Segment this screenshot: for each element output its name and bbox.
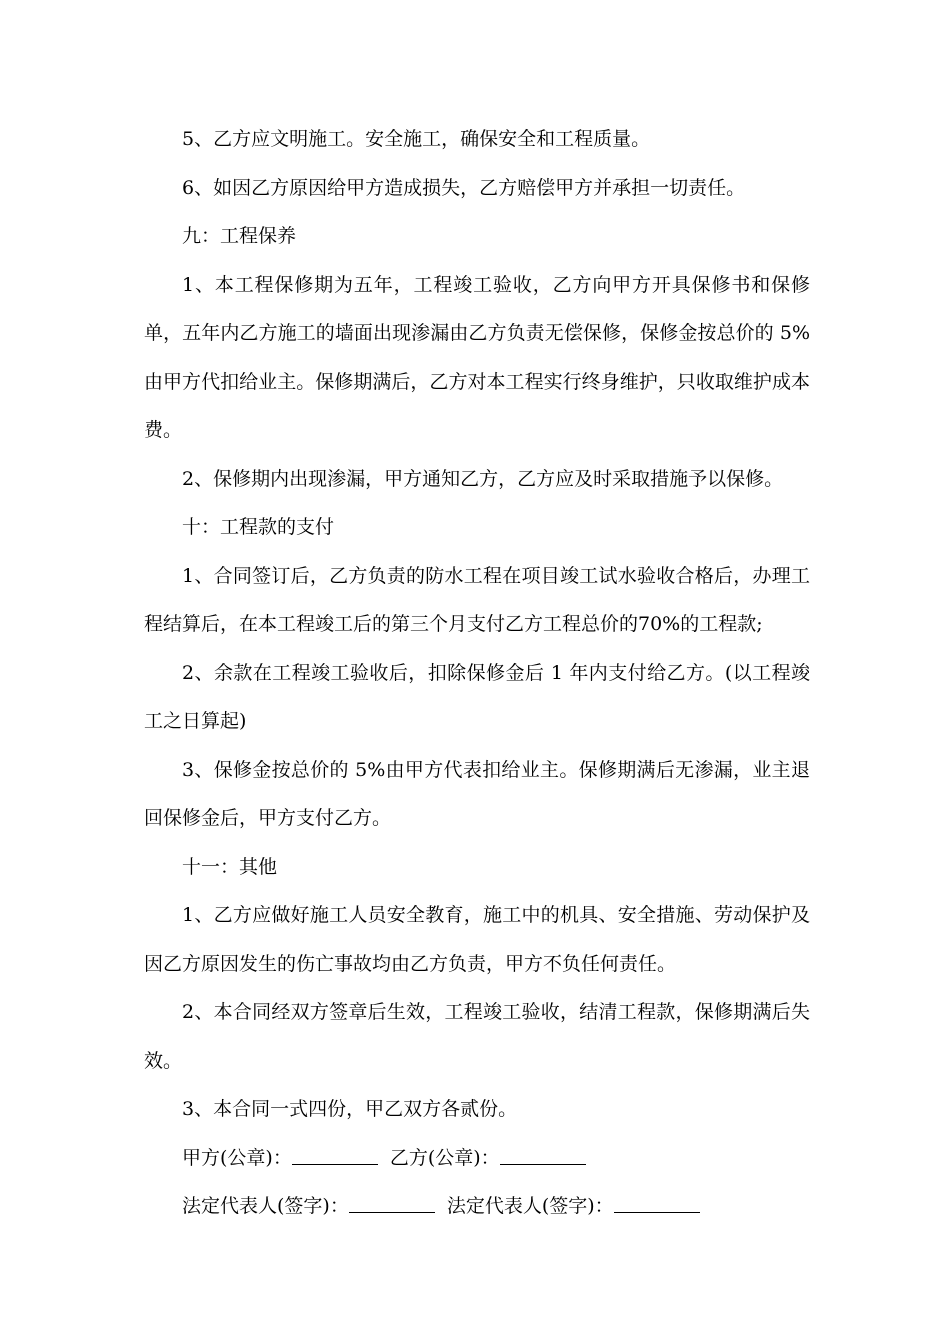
section-heading-payment: 十：工程款的支付: [182, 516, 335, 538]
clause-11-2: 2、本合同经双方签章后生效，工程竣工验收，结清工程款，保修期满后失效。: [144, 1001, 810, 1072]
party-a-rep-label: 法定代表人(签字)：: [182, 1195, 349, 1217]
seal-row: [144, 1134, 810, 1183]
clause-11-1: 1、乙方应做好施工人员安全教育，施工中的机具、安全措施、劳动保护及因乙方原因发生的伤亡事故均由乙方负责，甲方不负任何责任。: [144, 904, 810, 975]
party-a-seal-blank[interactable]: [292, 1148, 378, 1165]
section-heading-maintenance: 九：工程保养: [182, 225, 297, 247]
party-b-rep-blank[interactable]: [614, 1196, 700, 1213]
clause-10-1: 1、合同签订后，乙方负责的防水工程在项目竣工试水验收合格后，办理工程结算后，在本工程竣工后的第三个月支付乙方工程总价的70%的工程款;: [144, 564, 810, 635]
clause-9-2: 2、保修期内出现渗漏，甲方通知乙方，乙方应及时采取措施予以保修。: [182, 467, 784, 490]
party-a-seal-label: 甲方(公章)：: [182, 1146, 292, 1169]
party-b-rep-label: 法定代表人(签字)：: [446, 1195, 614, 1217]
party-b-seal-label: 乙方(公章)：: [389, 1146, 500, 1169]
clause-8-6: 6、如因乙方原因给甲方造成损失，乙方赔偿甲方并承担一切责任。: [182, 176, 746, 199]
clause-10-3: 3、保修金按总价的 5%由甲方代表扣给业主。保修期满后无渗漏，业主退回保修金后，甲方支付乙方。: [144, 758, 810, 829]
clause-11-3: 3、本合同一式四份，甲乙双方各贰份。: [182, 1098, 518, 1120]
representative-row: [144, 1182, 810, 1231]
section-heading-other: 十一：其他: [182, 855, 278, 878]
party-a-rep-blank[interactable]: [349, 1196, 435, 1213]
clause-8-5: 5、乙方应文明施工。安全施工，确保安全和工程质量。: [182, 128, 651, 150]
document-body: [144, 115, 810, 1231]
party-b-seal-blank[interactable]: [500, 1148, 586, 1165]
clause-10-2: 2、余款在工程竣工验收后，扣除保修金后 1 年内支付给乙方。(以工程竣工之日算起): [144, 661, 810, 732]
clause-9-1: 1、本工程保修期为五年，工程竣工验收，乙方向甲方开具保修书和保修单，五年内乙方施工的墙面出现渗漏由乙方负责无偿保修，保修金按总价的 5%由甲方代扣给业主。保修期满后，乙方对本工程实行终身维护，只收取维护成本费。: [144, 273, 810, 441]
